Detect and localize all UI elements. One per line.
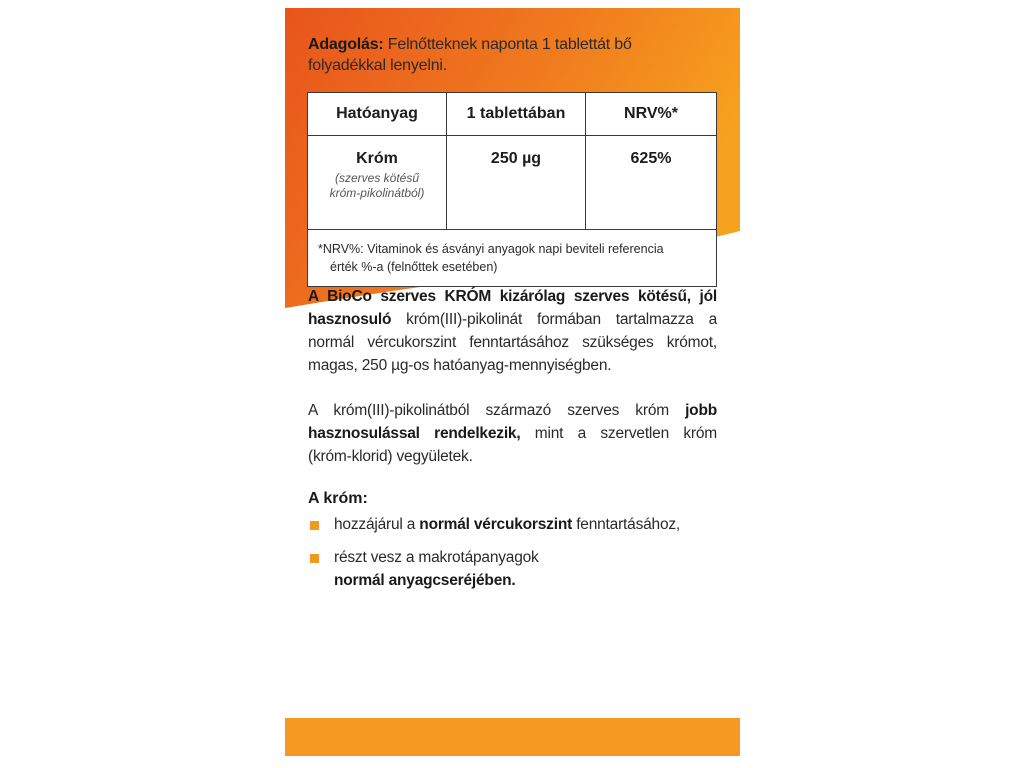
footnote-line1: *NRV%: Vitaminok és ásványi anyagok napi beviteli referencia	[318, 242, 664, 256]
header-nrv: NRV%*	[586, 93, 717, 136]
para1-line1	[308, 285, 717, 308]
para2-line3: (króm-klorid) vegyületek.	[308, 448, 473, 465]
dosage-label: Adagolás:	[308, 36, 384, 53]
ingredient-sub-1: (szerves kötésű	[334, 171, 420, 185]
bullet1-text	[334, 513, 724, 536]
orange-square-bullet-icon	[310, 521, 319, 530]
dosage-line2: folyadékkal lenyelni.	[308, 57, 447, 74]
cell-ingredient	[308, 136, 447, 230]
para2-bold-1: jobb	[685, 402, 717, 419]
para1-rest-2: króm(III)-pikolinát formában tartalmazza a	[406, 311, 717, 328]
table-footnote	[308, 230, 717, 287]
para2-rest-2: mint a szervetlen króm	[534, 425, 717, 442]
bullet1-bold: normál vércukorszint	[419, 516, 573, 533]
bullet2-line1: részt vesz a makrotápanyagok	[334, 549, 539, 566]
dosage-line1: Felnőtteknek naponta 1 tablettát bő	[387, 36, 632, 53]
table-footnote-row	[308, 230, 717, 287]
orange-bottom-bar	[285, 718, 740, 756]
ingredient-sub-2: króm-pikolinátból)	[329, 186, 425, 200]
para1-line4: magas, 250 µg-os hatóanyag-mennyiségben.	[308, 357, 612, 374]
para1-bold-2: hasznosuló	[308, 311, 392, 328]
para2-bold-2: hasznosulással rendelkezik,	[308, 425, 521, 442]
product-info-panel	[285, 8, 740, 715]
para1-line3: normál vércukorszint fenntartásához szükséges krómot,	[308, 334, 717, 351]
para2-pre-1: A króm(III)-pikolinátból származó szerves króm	[308, 402, 669, 419]
orange-square-bullet-icon	[310, 554, 319, 563]
cell-amount: 250 µg	[447, 136, 586, 230]
krom-section-title: A króm:	[308, 490, 368, 507]
description-paragraph-1	[308, 285, 717, 377]
para1-line2	[308, 308, 717, 331]
bullet2-text	[334, 546, 724, 592]
bullet1-pre: hozzájárul a	[334, 516, 416, 533]
header-active-ingredient: Hatóanyag	[308, 93, 447, 136]
ingredient-name: Króm	[356, 150, 398, 167]
nutrition-table	[307, 92, 717, 287]
bullet1-post: fenntartásához,	[576, 516, 681, 533]
footnote-line2: érték %-a (felnőttek esetében)	[330, 260, 498, 274]
para2-line1	[308, 399, 717, 422]
description-paragraph-2	[308, 399, 717, 468]
cell-nrv: 625%	[586, 136, 717, 230]
dosage-text	[308, 34, 718, 76]
para1-bold-1: A BioCo szerves KRÓM kizárólag szerves kötésű, jól	[308, 288, 717, 305]
para2-line2	[308, 422, 717, 445]
table-header-row	[308, 93, 717, 136]
table-row	[308, 136, 717, 230]
header-per-tablet: 1 tablettában	[447, 93, 586, 136]
bullet2-bold: normál anyagcseréjében.	[334, 572, 516, 589]
